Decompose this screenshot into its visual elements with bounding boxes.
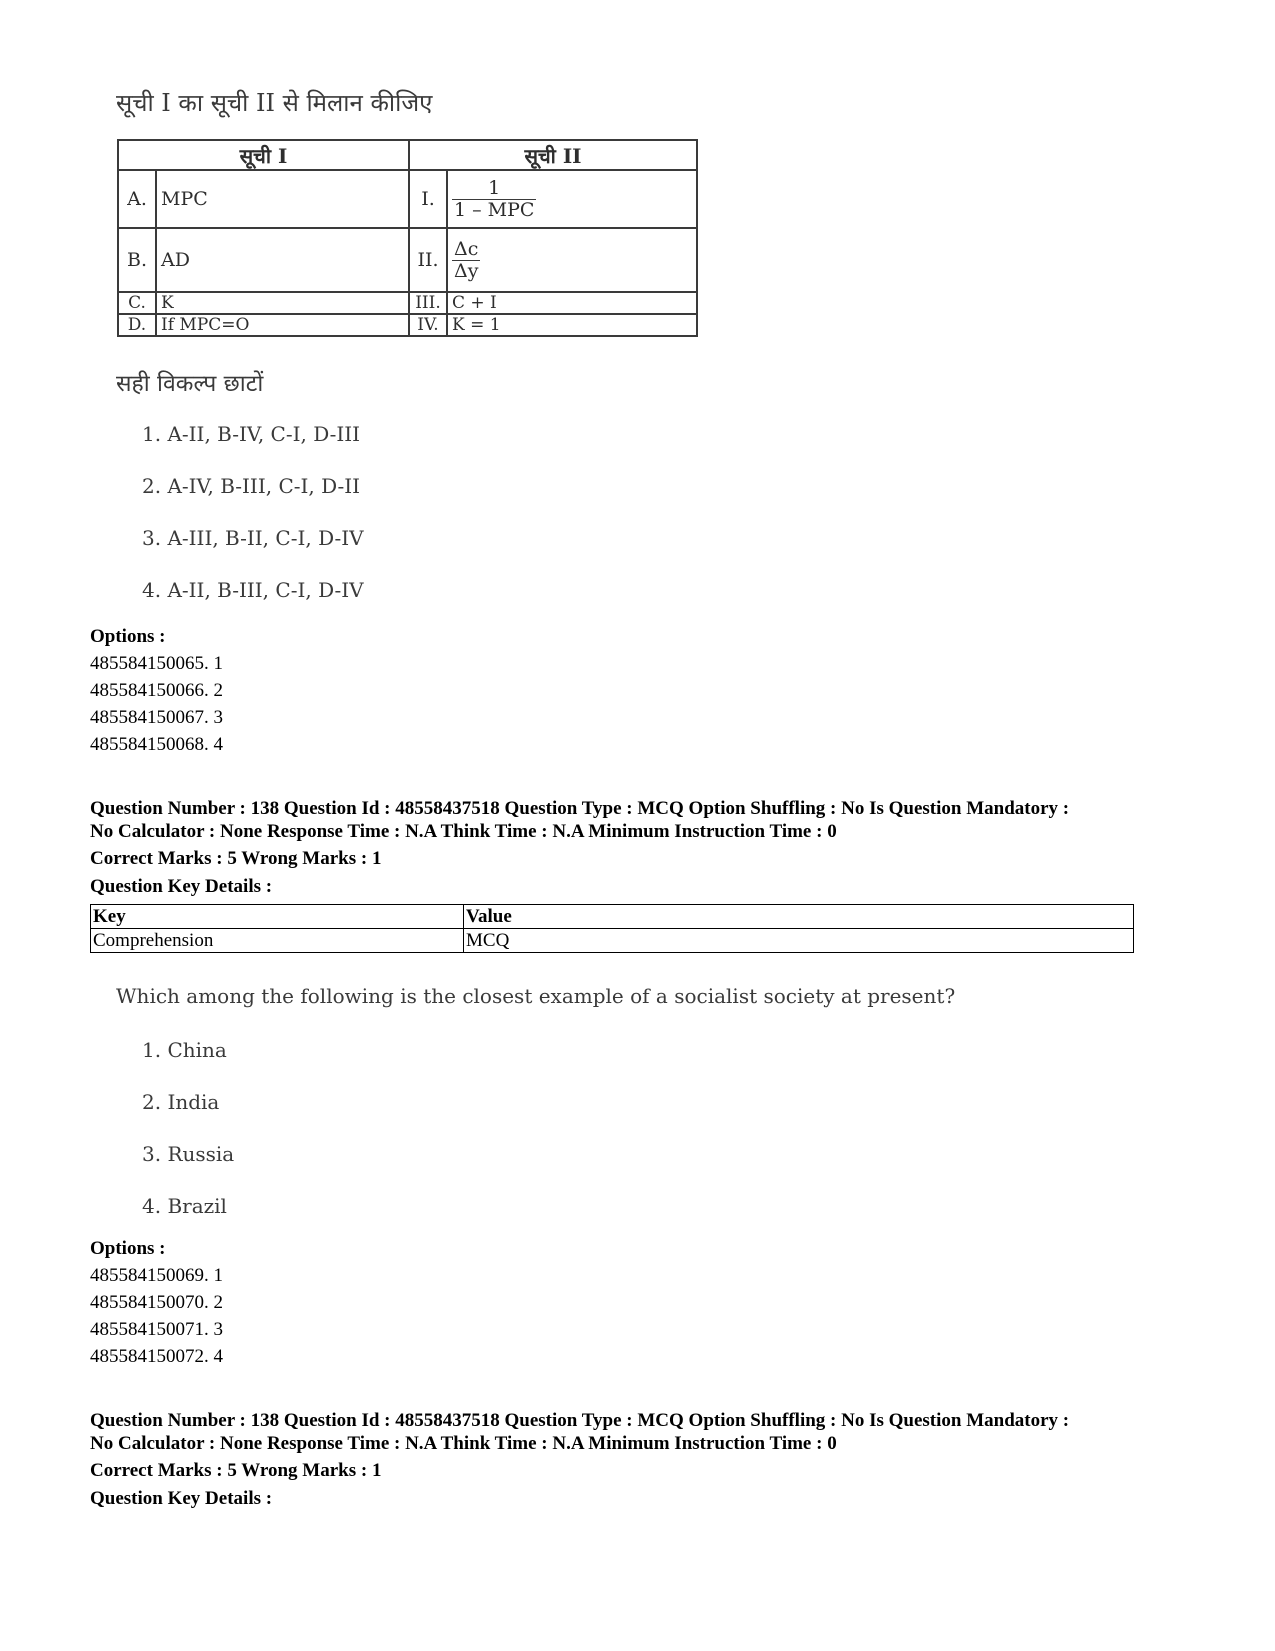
- question-1-title: सूची I का सूची II से मिलान कीजिए: [116, 89, 433, 117]
- options-label: Options :: [90, 1238, 166, 1259]
- question-meta-line-1: Question Number : 138 Question Id : 48558437518 Question Type : MCQ Option Shuffling : No Is Question Mandatory :: [90, 798, 1070, 819]
- table-row: [118, 314, 697, 336]
- row-value: K = 1: [447, 314, 697, 336]
- question-meta-2: [90, 1409, 1190, 1455]
- row-label: B.: [118, 228, 156, 292]
- option-id: 485584150066. 2: [90, 680, 223, 701]
- row-roman: III.: [409, 292, 447, 314]
- table-row: [118, 228, 697, 292]
- marks-line: Correct Marks : 5 Wrong Marks : 1: [90, 1460, 382, 1481]
- fraction: [452, 178, 536, 221]
- row-label: A.: [118, 170, 156, 228]
- marks-line: Correct Marks : 5 Wrong Marks : 1: [90, 848, 382, 869]
- row-value: C + I: [447, 292, 697, 314]
- option-id: 485584150070. 2: [90, 1292, 223, 1313]
- choice-item: 3. A-III, B-II, C-I, D-IV: [142, 526, 364, 550]
- question-meta-line-2: No Calculator : None Response Time : N.A Think Time : N.A Minimum Instruction Time : 0: [90, 821, 837, 842]
- row-label: C.: [118, 292, 156, 314]
- key-value-table: [90, 904, 1134, 953]
- cell-value: MCQ: [464, 929, 1134, 953]
- table-row: [91, 929, 1134, 953]
- header-value: Value: [464, 905, 1134, 929]
- row-item: If MPC=O: [156, 314, 409, 336]
- choice-item: 4. A-II, B-III, C-I, D-IV: [142, 578, 364, 602]
- fraction: [452, 239, 480, 282]
- row-item: AD: [156, 228, 409, 292]
- fraction-denominator: 1 – MPC: [454, 198, 535, 221]
- row-item: MPC: [156, 170, 409, 228]
- option-id: 485584150071. 3: [90, 1319, 223, 1340]
- options-block-1: [90, 623, 223, 758]
- option-id: 485584150067. 3: [90, 707, 223, 728]
- question-2-choices: [142, 1036, 234, 1244]
- row-value: [447, 228, 697, 292]
- header-key: Key: [91, 905, 464, 929]
- option-id: 485584150072. 4: [90, 1346, 223, 1367]
- match-table: [117, 139, 698, 337]
- question-1-choices: [142, 420, 364, 628]
- question-meta-line-2: No Calculator : None Response Time : N.A Think Time : N.A Minimum Instruction Time : 0: [90, 1433, 837, 1454]
- choice-item: 2. A-IV, B-III, C-I, D-II: [142, 474, 361, 498]
- cell-key: Comprehension: [91, 929, 464, 953]
- key-details-label: Question Key Details :: [90, 1488, 273, 1509]
- fraction-numerator: Δc: [452, 239, 480, 261]
- row-roman: IV.: [409, 314, 447, 336]
- list-2-header: सूची II: [409, 140, 697, 170]
- row-item: K: [156, 292, 409, 314]
- fraction-numerator: 1: [452, 178, 536, 200]
- fraction-denominator: Δy: [454, 259, 479, 282]
- options-label: Options :: [90, 626, 166, 647]
- row-value: [447, 170, 697, 228]
- key-details-label: Question Key Details :: [90, 876, 273, 897]
- row-roman: I.: [409, 170, 447, 228]
- option-id: 485584150069. 1: [90, 1265, 223, 1286]
- choice-item: 3. Russia: [142, 1142, 235, 1166]
- option-id: 485584150068. 4: [90, 734, 223, 755]
- options-block-2: [90, 1235, 223, 1370]
- choice-item: 2. India: [142, 1090, 220, 1114]
- choice-item: 1. A-II, B-IV, C-I, D-III: [142, 422, 361, 446]
- table-row: [118, 170, 697, 228]
- row-label: D.: [118, 314, 156, 336]
- choice-item: 4. Brazil: [142, 1194, 227, 1218]
- table-row: [118, 292, 697, 314]
- question-meta-line-1: Question Number : 138 Question Id : 48558437518 Question Type : MCQ Option Shuffling : No Is Question Mandatory :: [90, 1410, 1070, 1431]
- table-header-row: [91, 905, 1134, 929]
- choose-instruction: सही विकल्प छाटों: [116, 371, 264, 397]
- choice-item: 1. China: [142, 1038, 227, 1062]
- row-roman: II.: [409, 228, 447, 292]
- question-meta-1: [90, 797, 1190, 843]
- option-id: 485584150065. 1: [90, 653, 223, 674]
- question-2-text: Which among the following is the closest example of a socialist society at present?: [116, 984, 956, 1008]
- list-1-header: सूची I: [118, 140, 409, 170]
